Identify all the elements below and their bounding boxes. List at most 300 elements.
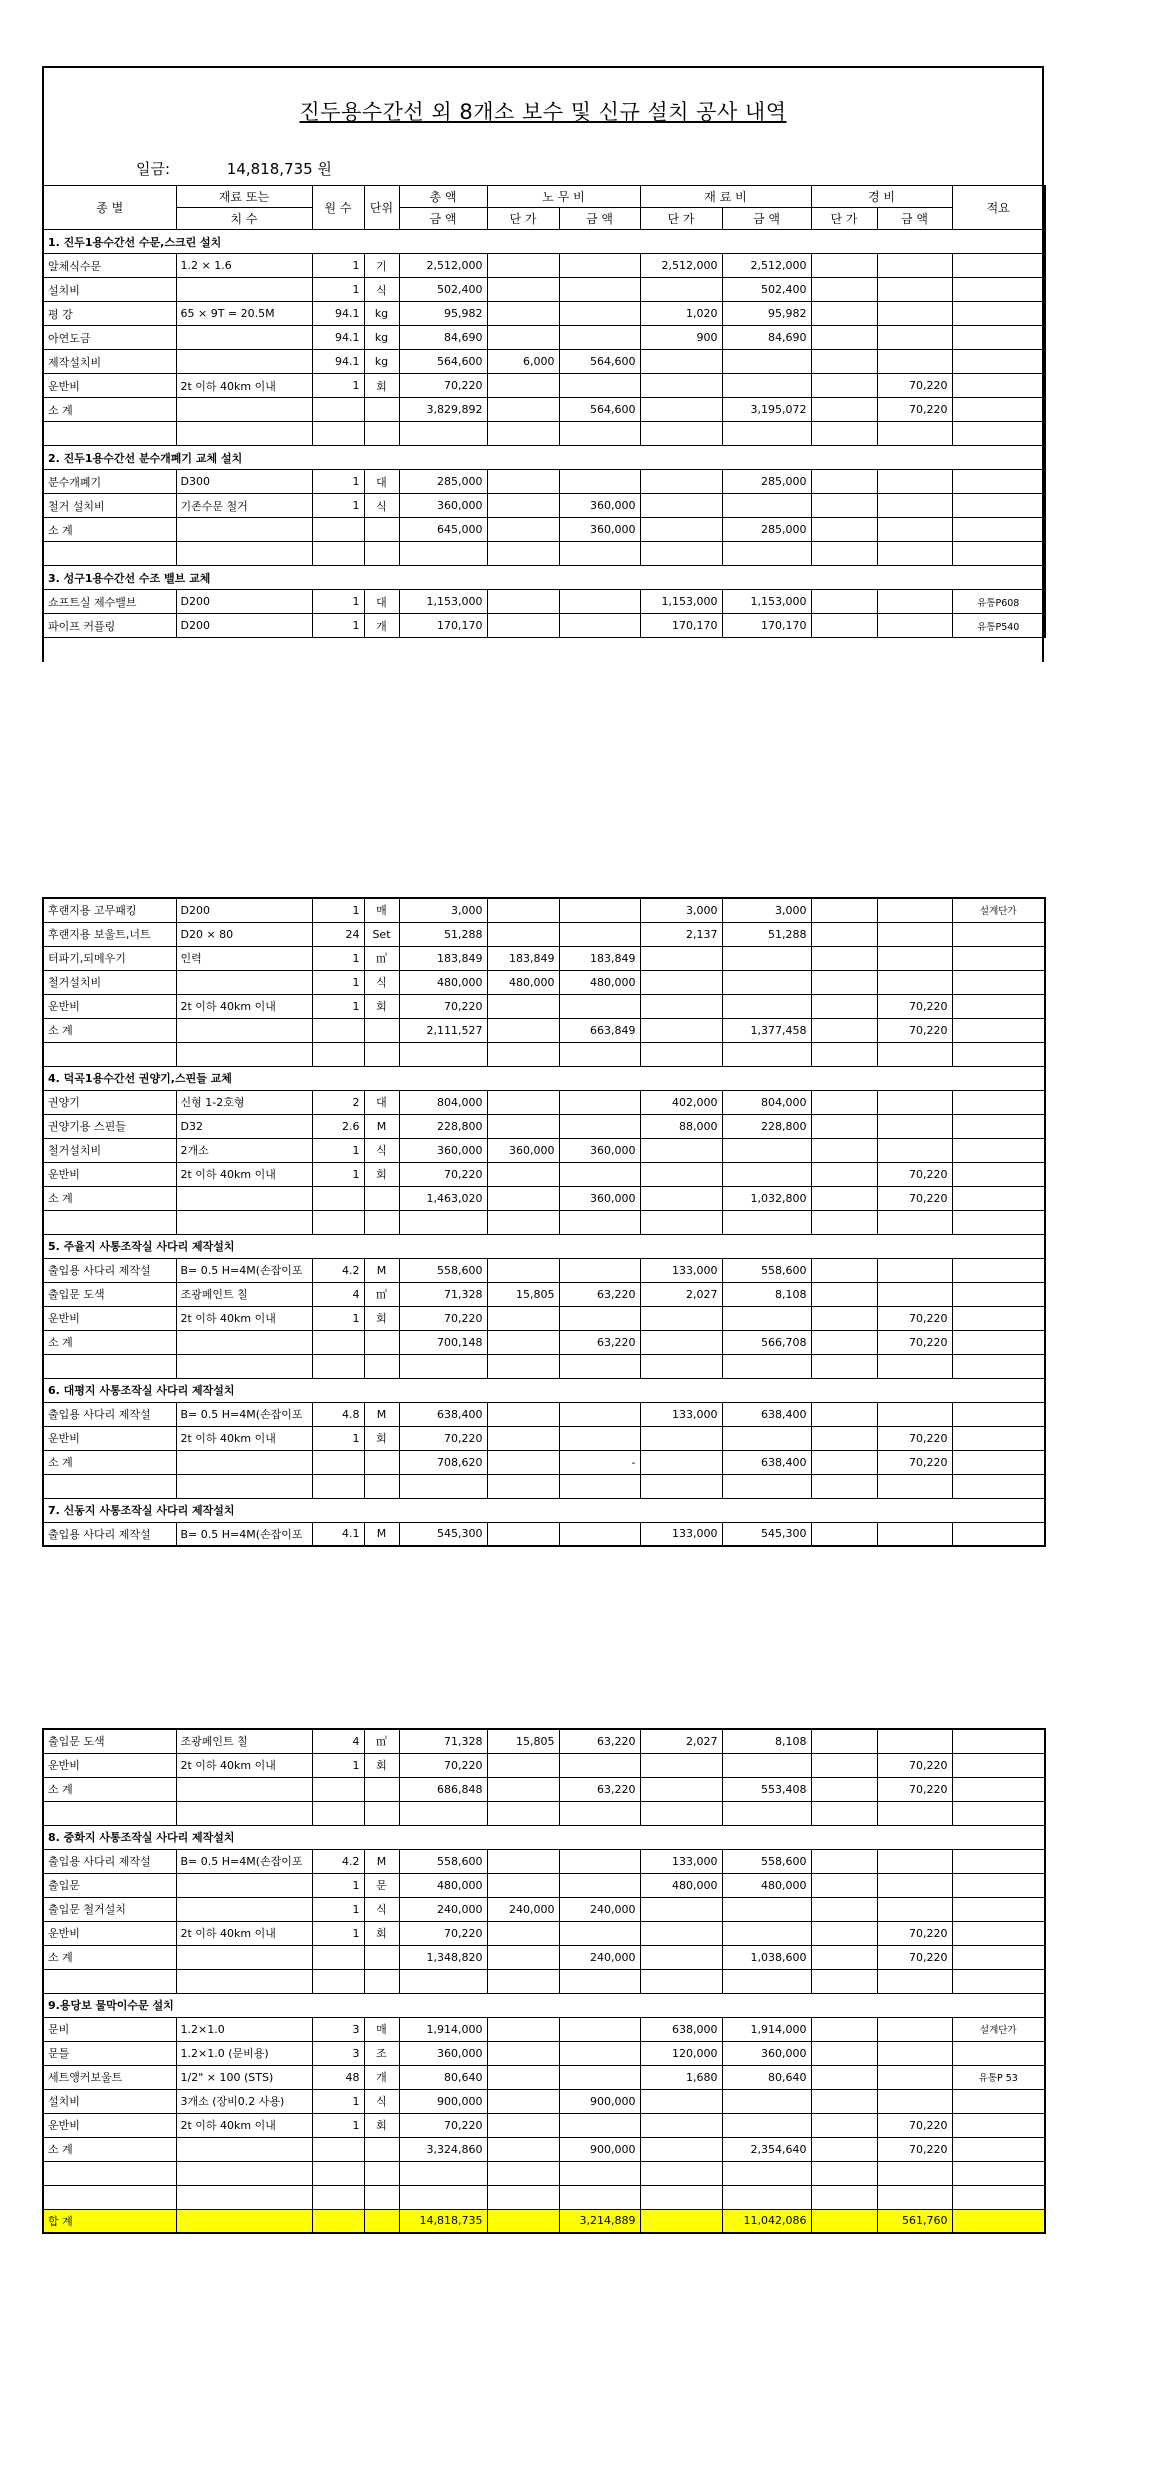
material-amount: 558,600 — [722, 1258, 811, 1282]
material-unit — [640, 350, 722, 374]
blank-row — [43, 1801, 1045, 1825]
item-note — [952, 1522, 1045, 1546]
blank-cell — [176, 1042, 312, 1066]
item-note — [952, 1897, 1045, 1921]
blank-cell — [877, 2161, 952, 2185]
labor-unit — [487, 1849, 559, 1873]
blank-cell — [811, 1801, 877, 1825]
labor-amount — [559, 302, 640, 326]
labor-amount — [559, 374, 640, 398]
item-spec — [176, 1450, 312, 1474]
header-material-top: 재료 또는 — [176, 186, 312, 208]
item-name: 철거 설치비 — [43, 494, 176, 518]
expense-amount — [877, 1090, 952, 1114]
blank-cell — [722, 1969, 811, 1993]
blank-cell — [559, 422, 640, 446]
blank-cell — [312, 542, 364, 566]
section-row — [43, 1066, 1045, 1090]
section-row — [43, 1825, 1045, 1849]
item-note — [952, 970, 1045, 994]
expense-unit — [811, 1450, 877, 1474]
item-total: 645,000 — [399, 518, 487, 542]
material-amount: 8,108 — [722, 1282, 811, 1306]
labor-amount: 564,600 — [559, 350, 640, 374]
table-row — [43, 2065, 1045, 2089]
expense-unit — [811, 1873, 877, 1897]
item-total: 70,220 — [399, 2113, 487, 2137]
item-total: 564,600 — [399, 350, 487, 374]
labor-unit — [487, 1450, 559, 1474]
item-total: 80,640 — [399, 2065, 487, 2089]
item-unit: 회 — [364, 1921, 399, 1945]
blank-cell — [364, 1210, 399, 1234]
blank-cell — [399, 542, 487, 566]
item-qty: 1 — [312, 278, 364, 302]
item-note — [952, 2041, 1045, 2065]
material-unit — [640, 398, 722, 422]
item-qty — [312, 2209, 364, 2233]
item-spec: 2t 이하 40km 이내 — [176, 1426, 312, 1450]
blank-cell — [176, 2185, 312, 2209]
material-unit — [640, 1897, 722, 1921]
item-total: 95,982 — [399, 302, 487, 326]
item-unit — [364, 2209, 399, 2233]
table-row — [43, 1306, 1045, 1330]
material-unit: 133,000 — [640, 1258, 722, 1282]
item-spec: 조광페인트 칠 — [176, 1729, 312, 1753]
blank-cell — [722, 1801, 811, 1825]
item-total: 1,914,000 — [399, 2017, 487, 2041]
labor-unit — [487, 2209, 559, 2233]
material-amount: 360,000 — [722, 2041, 811, 2065]
blank-cell — [952, 2185, 1045, 2209]
expense-unit — [811, 1729, 877, 1753]
expense-amount — [877, 1849, 952, 1873]
expense-amount — [877, 2065, 952, 2089]
item-spec: 2t 이하 40km 이내 — [176, 1753, 312, 1777]
material-amount: 80,640 — [722, 2065, 811, 2089]
item-unit: 식 — [364, 1138, 399, 1162]
blank-cell — [364, 1474, 399, 1498]
labor-unit — [487, 1258, 559, 1282]
blank-cell — [640, 1474, 722, 1498]
item-name: 소 계 — [43, 1330, 176, 1354]
header-mat-unit: 단 가 — [640, 208, 722, 230]
labor-amount — [559, 2041, 640, 2065]
table-row — [43, 970, 1045, 994]
item-unit: 매 — [364, 898, 399, 922]
item-name: 알체식수문 — [43, 254, 176, 278]
item-spec: 3개소 (장비0.2 사용) — [176, 2089, 312, 2113]
blank-cell — [952, 1474, 1045, 1498]
material-amount — [722, 1138, 811, 1162]
blank-cell — [877, 1474, 952, 1498]
item-qty: 1 — [312, 254, 364, 278]
item-spec: D200 — [176, 898, 312, 922]
blank-cell — [877, 1042, 952, 1066]
material-amount: 502,400 — [722, 278, 811, 302]
labor-unit — [487, 614, 559, 638]
header-material-bottom: 치 수 — [176, 208, 312, 230]
material-unit — [640, 2113, 722, 2137]
item-unit: 식 — [364, 278, 399, 302]
item-total: 70,220 — [399, 1162, 487, 1186]
item-qty: 1 — [312, 1306, 364, 1330]
blank-cell — [43, 1042, 176, 1066]
labor-amount — [559, 470, 640, 494]
blank-cell — [877, 1210, 952, 1234]
header-row-bottom — [43, 208, 1045, 230]
item-note — [952, 398, 1045, 422]
item-note — [952, 1282, 1045, 1306]
item-spec: 조광페인트 칠 — [176, 1282, 312, 1306]
expense-amount — [877, 1402, 952, 1426]
labor-unit — [487, 1921, 559, 1945]
item-unit: 대 — [364, 1090, 399, 1114]
blank-cell — [722, 422, 811, 446]
section-title: 2. 진두1용수간선 분수개폐기 교체 설치 — [43, 446, 1045, 470]
expense-unit — [811, 2089, 877, 2113]
item-unit: 회 — [364, 1753, 399, 1777]
item-spec — [176, 1873, 312, 1897]
item-unit: M — [364, 1849, 399, 1873]
table-row — [43, 1753, 1045, 1777]
item-name: 소 계 — [43, 1018, 176, 1042]
expense-amount: 70,220 — [877, 2137, 952, 2161]
blank-cell — [640, 1969, 722, 1993]
expense-amount — [877, 1522, 952, 1546]
labor-unit — [487, 1018, 559, 1042]
item-total: 360,000 — [399, 2041, 487, 2065]
item-unit: ㎥ — [364, 946, 399, 970]
blank-cell — [952, 1969, 1045, 1993]
table-row — [43, 590, 1045, 614]
header-total-top: 총 액 — [399, 186, 487, 208]
labor-amount: 63,220 — [559, 1729, 640, 1753]
blank-cell — [43, 1210, 176, 1234]
labor-amount: 63,220 — [559, 1330, 640, 1354]
item-qty: 1 — [312, 2113, 364, 2137]
item-spec: D200 — [176, 614, 312, 638]
item-note — [952, 922, 1045, 946]
header-labor-amt: 금 액 — [559, 208, 640, 230]
item-total: 686,848 — [399, 1777, 487, 1801]
blank-row — [43, 1354, 1045, 1378]
material-unit: 170,170 — [640, 614, 722, 638]
expense-unit — [811, 350, 877, 374]
material-unit: 1,680 — [640, 2065, 722, 2089]
item-unit — [364, 1450, 399, 1474]
header-row-top — [43, 186, 1045, 208]
labor-amount: 360,000 — [559, 518, 640, 542]
expense-unit — [811, 1186, 877, 1210]
item-spec — [176, 1777, 312, 1801]
labor-unit — [487, 2089, 559, 2113]
expense-amount — [877, 614, 952, 638]
item-total: 900,000 — [399, 2089, 487, 2113]
material-unit — [640, 374, 722, 398]
grand-total-row — [43, 2209, 1045, 2233]
material-amount: 804,000 — [722, 1090, 811, 1114]
material-amount — [722, 374, 811, 398]
material-amount — [722, 1753, 811, 1777]
item-total: 84,690 — [399, 326, 487, 350]
blank-cell — [43, 1801, 176, 1825]
labor-unit: 240,000 — [487, 1897, 559, 1921]
item-qty: 4 — [312, 1729, 364, 1753]
item-spec — [176, 2137, 312, 2161]
item-name: 출입문 철거설치 — [43, 1897, 176, 1921]
blank-cell — [952, 542, 1045, 566]
expense-unit — [811, 398, 877, 422]
item-note — [952, 1402, 1045, 1426]
item-unit: 대 — [364, 590, 399, 614]
blank-cell — [364, 422, 399, 446]
table-row — [43, 1450, 1045, 1474]
table-row — [43, 2113, 1045, 2137]
section-row — [43, 446, 1045, 470]
blank-cell — [487, 1210, 559, 1234]
item-spec: 2t 이하 40km 이내 — [176, 1921, 312, 1945]
expense-unit — [811, 1402, 877, 1426]
expense-unit — [811, 898, 877, 922]
material-unit: 402,000 — [640, 1090, 722, 1114]
material-amount: 170,170 — [722, 614, 811, 638]
table-row — [43, 1090, 1045, 1114]
labor-unit — [487, 1945, 559, 1969]
expense-amount: 70,220 — [877, 1921, 952, 1945]
item-spec — [176, 278, 312, 302]
blank-cell — [399, 1969, 487, 1993]
blank-cell — [811, 542, 877, 566]
blank-cell — [877, 1354, 952, 1378]
blank-cell — [722, 1354, 811, 1378]
material-amount — [722, 350, 811, 374]
estimate-sheet-page-3 — [42, 1728, 1044, 2234]
header-exp-amt: 금 액 — [877, 208, 952, 230]
labor-amount — [559, 1522, 640, 1546]
material-unit — [640, 1018, 722, 1042]
item-unit — [364, 1018, 399, 1042]
item-name: 소 계 — [43, 1945, 176, 1969]
labor-unit — [487, 1306, 559, 1330]
blank-cell — [312, 1969, 364, 1993]
blank-cell — [43, 1474, 176, 1498]
table-row — [43, 326, 1045, 350]
item-unit — [364, 398, 399, 422]
expense-unit — [811, 970, 877, 994]
labor-unit — [487, 470, 559, 494]
item-unit: kg — [364, 302, 399, 326]
expense-unit — [811, 2113, 877, 2137]
blank-cell — [559, 2185, 640, 2209]
material-unit — [640, 1330, 722, 1354]
labor-amount: 564,600 — [559, 398, 640, 422]
item-total: 2,111,527 — [399, 1018, 487, 1042]
labor-unit: 480,000 — [487, 970, 559, 994]
item-qty: 1 — [312, 470, 364, 494]
blank-cell — [364, 1969, 399, 1993]
material-unit — [640, 494, 722, 518]
material-unit — [640, 2137, 722, 2161]
blank-cell — [559, 542, 640, 566]
item-qty: 1 — [312, 1873, 364, 1897]
item-qty: 1 — [312, 994, 364, 1018]
item-qty: 1 — [312, 1426, 364, 1450]
material-amount: 1,377,458 — [722, 1018, 811, 1042]
section-title: 8. 중화지 사통조작실 사다리 제작설치 — [43, 1825, 1045, 1849]
blank-cell — [722, 2185, 811, 2209]
item-note: 유통P608 — [952, 590, 1045, 614]
expense-amount — [877, 922, 952, 946]
blank-cell — [312, 1801, 364, 1825]
material-amount: 3,000 — [722, 898, 811, 922]
item-name: 출입문 도색 — [43, 1729, 176, 1753]
item-name: 평 강 — [43, 302, 176, 326]
table-row — [43, 2017, 1045, 2041]
material-unit — [640, 1138, 722, 1162]
expense-amount — [877, 970, 952, 994]
blank-cell — [811, 1969, 877, 1993]
blank-cell — [364, 1801, 399, 1825]
labor-unit — [487, 398, 559, 422]
material-amount: 2,354,640 — [722, 2137, 811, 2161]
material-unit: 480,000 — [640, 1873, 722, 1897]
item-spec: 2t 이하 40km 이내 — [176, 994, 312, 1018]
labor-amount: 663,849 — [559, 1018, 640, 1042]
blank-cell — [640, 1042, 722, 1066]
material-amount: 1,914,000 — [722, 2017, 811, 2041]
item-name: 권양기용 스핀들 — [43, 1114, 176, 1138]
labor-amount — [559, 1162, 640, 1186]
item-spec — [176, 1186, 312, 1210]
expense-amount: 70,220 — [877, 1753, 952, 1777]
blank-cell — [640, 542, 722, 566]
item-note — [952, 994, 1045, 1018]
labor-unit — [487, 2041, 559, 2065]
blank-cell — [487, 2185, 559, 2209]
blank-cell — [176, 542, 312, 566]
item-total: 70,220 — [399, 1753, 487, 1777]
expense-unit — [811, 614, 877, 638]
item-qty: 4.1 — [312, 1522, 364, 1546]
item-name: 후랜지용 고무패킹 — [43, 898, 176, 922]
item-note — [952, 1753, 1045, 1777]
labor-amount — [559, 1258, 640, 1282]
material-amount: 1,153,000 — [722, 590, 811, 614]
labor-unit — [487, 1186, 559, 1210]
blank-cell — [640, 422, 722, 446]
material-unit — [640, 2089, 722, 2113]
material-amount — [722, 2089, 811, 2113]
material-unit: 2,027 — [640, 1729, 722, 1753]
item-total: 71,328 — [399, 1282, 487, 1306]
labor-unit: 15,805 — [487, 1282, 559, 1306]
item-name: 출입문 도색 — [43, 1282, 176, 1306]
item-spec: 1.2×1.0 (문비용) — [176, 2041, 312, 2065]
table-row — [43, 1114, 1045, 1138]
table-row — [43, 1282, 1045, 1306]
item-qty — [312, 518, 364, 542]
item-unit: 조 — [364, 2041, 399, 2065]
item-name: 운반비 — [43, 1306, 176, 1330]
labor-amount — [559, 2065, 640, 2089]
item-note — [952, 2089, 1045, 2113]
blank-cell — [487, 1042, 559, 1066]
expense-unit — [811, 1522, 877, 1546]
item-unit: 기 — [364, 254, 399, 278]
expense-amount — [877, 254, 952, 278]
section-title: 7. 신동지 사통조작실 사다리 제작설치 — [43, 1498, 1045, 1522]
table-row — [43, 398, 1045, 422]
labor-unit — [487, 1873, 559, 1897]
table-row — [43, 1138, 1045, 1162]
section-row — [43, 230, 1045, 254]
labor-unit — [487, 1162, 559, 1186]
blank-cell — [312, 1210, 364, 1234]
table-row — [43, 2041, 1045, 2065]
item-qty: 94.1 — [312, 350, 364, 374]
expense-unit — [811, 278, 877, 302]
blank-cell — [176, 2161, 312, 2185]
labor-amount: 63,220 — [559, 1282, 640, 1306]
blank-cell — [877, 422, 952, 446]
labor-amount — [559, 898, 640, 922]
expense-unit — [811, 1921, 877, 1945]
item-unit: 회 — [364, 994, 399, 1018]
item-unit: M — [364, 1522, 399, 1546]
expense-unit — [811, 326, 877, 350]
item-name: 쇼프트실 제수밸브 — [43, 590, 176, 614]
expense-amount — [877, 302, 952, 326]
material-unit — [640, 1450, 722, 1474]
labor-unit — [487, 898, 559, 922]
material-amount: 228,800 — [722, 1114, 811, 1138]
table-row — [43, 1426, 1045, 1450]
expense-unit — [811, 1114, 877, 1138]
blank-cell — [722, 2161, 811, 2185]
expense-unit — [811, 1426, 877, 1450]
section-title: 6. 대평지 사통조작실 사다리 제작설치 — [43, 1378, 1045, 1402]
item-spec: 1.2 × 1.6 — [176, 254, 312, 278]
expense-amount: 70,220 — [877, 1306, 952, 1330]
header-unit: 단위 — [364, 186, 399, 230]
blank-cell — [952, 2161, 1045, 2185]
item-total: 1,463,020 — [399, 1186, 487, 1210]
blank-cell — [640, 2185, 722, 2209]
item-name: 출입용 사다리 제작설 — [43, 1258, 176, 1282]
item-name: 철거설치비 — [43, 970, 176, 994]
item-name: 운반비 — [43, 1753, 176, 1777]
item-note — [952, 1729, 1045, 1753]
labor-amount: 63,220 — [559, 1777, 640, 1801]
header-total-bottom: 금 액 — [399, 208, 487, 230]
item-qty: 1 — [312, 898, 364, 922]
labor-amount: 240,000 — [559, 1897, 640, 1921]
material-amount: 51,288 — [722, 922, 811, 946]
blank-row — [43, 422, 1045, 446]
item-total: 240,000 — [399, 1897, 487, 1921]
labor-unit — [487, 2065, 559, 2089]
expense-amount — [877, 590, 952, 614]
labor-unit — [487, 518, 559, 542]
item-note — [952, 1186, 1045, 1210]
item-name: 후랜지용 보울트,너트 — [43, 922, 176, 946]
item-note — [952, 1306, 1045, 1330]
material-amount: 95,982 — [722, 302, 811, 326]
table-row — [43, 494, 1045, 518]
blank-row — [43, 1969, 1045, 1993]
